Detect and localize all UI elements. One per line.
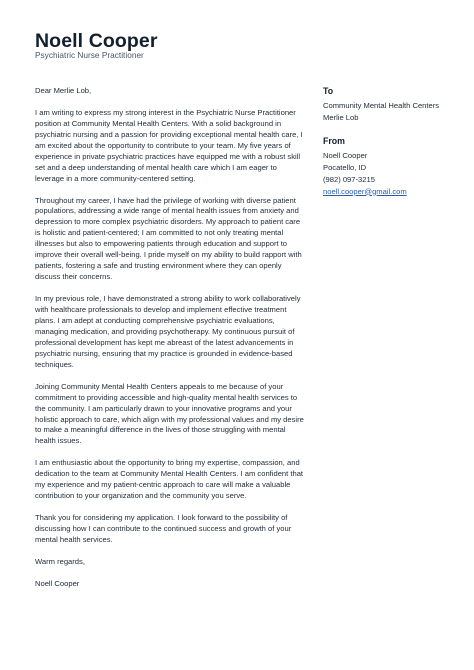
letter-paragraph-2: Throughout my career, I have had the privilege of working with diverse patient populations, addressing a wide range of mental health issues from anxiety and depression to more complex psychiatric disorders. My approach to patient care is holistic and patient-centered; I am committed to not only treating mental illnesses but also to empowering patients through education and support to improve their overall well-being. I pride myself on my ability to build rapport with patients, fostering a safe and trusting environment where they can openly discuss their concerns. bbox=[35, 195, 302, 282]
letter-paragraph-3: In my previous role, I have demonstrated a strong ability to work collaboratively with healthcare professionals to develop and implement effective treatment plans. I am adept at conducting comprehensive psychiatric evaluations, managing medication, and providing psychotherapy. My continuous pursuit of professional development has kept me abreast of the latest advancements in psychiatric nursing, ensuring that my practice is grounded in evidence-based techniques. bbox=[35, 294, 301, 369]
contact-sidebar bbox=[323, 86, 463, 210]
recipient-block bbox=[323, 86, 463, 123]
sender-email-link[interactable]: noell.cooper@gmail.com bbox=[323, 186, 407, 196]
letter-paragraph-5: I am enthusiastic about the opportunity to bring my expertise, compassion, and dedication to the team at Community Mental Health Centers. I am confident that my experience and my patient-centric approach to care will make a valuable contribution to your organization and the community you serve. bbox=[35, 458, 304, 501]
to-heading: To bbox=[323, 86, 334, 96]
letter-body bbox=[35, 86, 307, 601]
sender-location: Pocatello, ID bbox=[323, 163, 367, 173]
letter-paragraph-4: Joining Community Mental Health Centers appeals to me because of your commitment to providing accessible and high-quality mental health services to the community. I am particularly drawn to your innovative programs and your holistic approach to care, which align with my professional values and my desire to make a meaningful difference in the lives of those struggling with mental health issues. bbox=[35, 381, 304, 446]
letter-paragraph-1: I am writing to express my strong interest in the Psychiatric Nurse Practitioner position at Community Mental Health Centers. With a solid background in psychiatric nursing and a passion for providing exceptional mental health care, I am excited about the opportunity to contribute to your team. My five years of experience in private psychiatric practices have equipped me with a robust skill set and a deep understanding of mental health care which I am eager to leverage in a more community-centered setting. bbox=[35, 107, 303, 183]
letter-paragraph-6: Thank you for considering my application. I look forward to the possibility of discussing how I can contribute to the continued success and growth of your mental health services. bbox=[35, 513, 292, 544]
sender-name: Noell Cooper bbox=[323, 151, 368, 161]
applicant-name: Noell Cooper bbox=[35, 30, 158, 52]
signature: Noell Cooper bbox=[35, 578, 80, 588]
recipient-name: Merlie Lob bbox=[323, 112, 359, 122]
closing: Warm regards, bbox=[35, 556, 85, 566]
salutation: Dear Merlie Lob, bbox=[35, 86, 92, 95]
from-heading: From bbox=[323, 136, 345, 147]
sender-block bbox=[323, 136, 463, 197]
applicant-title: Psychiatric Nurse Practitioner bbox=[35, 50, 144, 60]
sender-phone: (982) 097-3215 bbox=[323, 174, 375, 184]
recipient-organization: Community Mental Health Centers bbox=[323, 101, 440, 110]
